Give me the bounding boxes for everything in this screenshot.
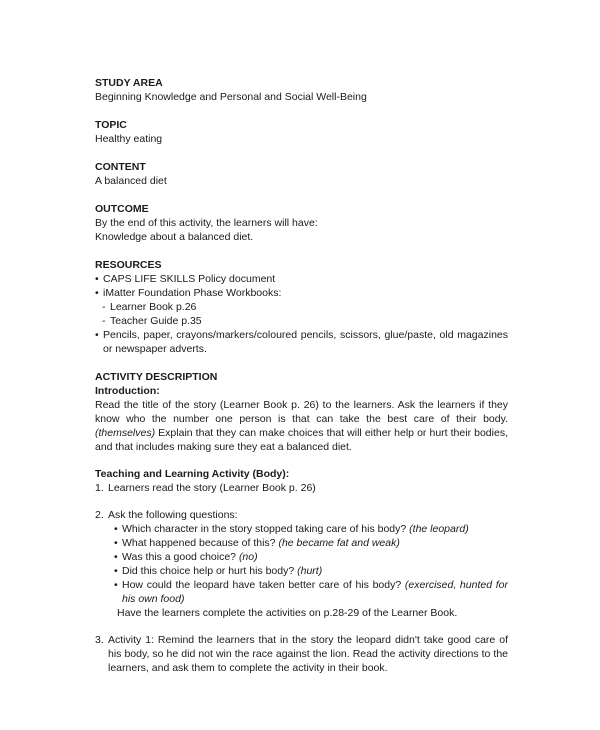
question-item [114,578,508,606]
list-item-text: Learner Book p.26 [110,301,197,313]
number-label: 3. [95,634,104,646]
activity-description-section [95,370,508,675]
question-item [114,536,508,550]
bullet-icon: • [114,523,118,535]
question-item [114,564,508,578]
list-item-text: Teacher Guide p.35 [110,315,202,327]
list-item [95,314,508,328]
study-area-heading: STUDY AREA [95,77,163,89]
numbered-item-text: Ask the following questions: [108,509,238,521]
dash-icon: - [102,315,106,327]
questions-list [108,522,508,620]
question-answer: (exercised, hunted for his own food) [122,579,508,605]
content-section [95,160,508,188]
content-heading: CONTENT [95,161,146,173]
document-content [95,76,508,689]
outcome-text-line1: By the end of this activity, the learners will have: [95,217,318,229]
question-answer: (he became fat and weak) [278,537,400,549]
question-text-wrap [122,578,508,606]
dash-icon: - [102,301,106,313]
resources-section [95,258,508,356]
introduction-text-after: Explain that they can make choices that will either help or hurt their bodies, and that includes making sure they eat a balanced diet. [95,427,508,453]
teaching-activity-heading: Teaching and Learning Activity (Body): [95,468,290,480]
topic-heading: TOPIC [95,119,127,131]
bullet-icon: • [95,287,99,299]
list-item-text: Pencils, paper, crayons/markers/coloured pencils, scissors, glue/paste, old magazines or newspaper adverts. [103,329,508,355]
numbered-item-2 [95,508,508,620]
numbered-item-3 [95,633,508,675]
list-item [95,286,508,300]
list-item [95,272,508,286]
study-area-section [95,76,508,104]
question-answer: (the leopard) [409,523,469,535]
numbered-item-text: Activity 1: Remind the learners that in the story the leopard didn't take good care of his body, so he did not win the race against the lion. Read the activity directions to the learners, and ask them to complete the activity in their book. [108,634,508,674]
question-text: Did this choice help or hurt his body? [122,565,298,577]
introduction-italic-answer: (themselves) [95,427,156,439]
bullet-icon: • [114,551,118,563]
question-text-wrap [122,522,508,536]
question-answer: (hurt) [297,565,323,577]
content-text: A balanced diet [95,175,167,187]
activity-description-heading: ACTIVITY DESCRIPTION [95,371,218,383]
question-text-wrap [122,564,508,578]
list-item-text: CAPS LIFE SKILLS Policy document [103,273,276,285]
question-text: Was this a good choice? [122,551,239,563]
introduction-text-before: Read the title of the story (Learner Book p. 26) to the learners. Ask the learners if they know who the number one person is that can take the best care of their body. [95,399,508,425]
bullet-icon: • [114,537,118,549]
numbered-item-text: Learners read the story (Learner Book p. 26) [108,482,316,494]
outcome-heading: OUTCOME [95,203,149,215]
list-item [95,328,508,356]
bullet-icon: • [114,565,118,577]
outcome-section [95,202,508,244]
study-area-text: Beginning Knowledge and Personal and Social Well-Being [95,91,367,103]
outcome-text-line2: Knowledge about a balanced diet. [95,231,254,243]
bullet-icon: • [114,579,118,591]
follow-up-text: Have the learners complete the activities on p.28-29 of the Learner Book. [117,607,458,619]
question-text: Which character in the story stopped taking care of his body? [122,523,410,535]
topic-section [95,118,508,146]
numbered-item-body [108,508,508,620]
bullet-icon: • [95,329,99,341]
numbered-item-1 [95,481,508,495]
list-item [95,300,508,314]
introduction-paragraph [95,398,508,454]
question-text-wrap [122,550,508,564]
question-item [114,522,508,536]
introduction-heading: Introduction: [95,385,160,397]
list-item-text: iMatter Foundation Phase Workbooks: [103,287,282,299]
resources-heading: RESOURCES [95,259,162,271]
bullet-icon: • [95,273,99,285]
number-label: 1. [95,482,104,494]
question-text-wrap [122,536,508,550]
question-text: What happened because of this? [122,537,279,549]
question-text: How could the leopard have taken better care of his body? [122,579,405,591]
question-item [114,550,508,564]
number-label: 2. [95,509,104,521]
question-answer: (no) [238,551,258,563]
topic-text: Healthy eating [95,133,163,145]
